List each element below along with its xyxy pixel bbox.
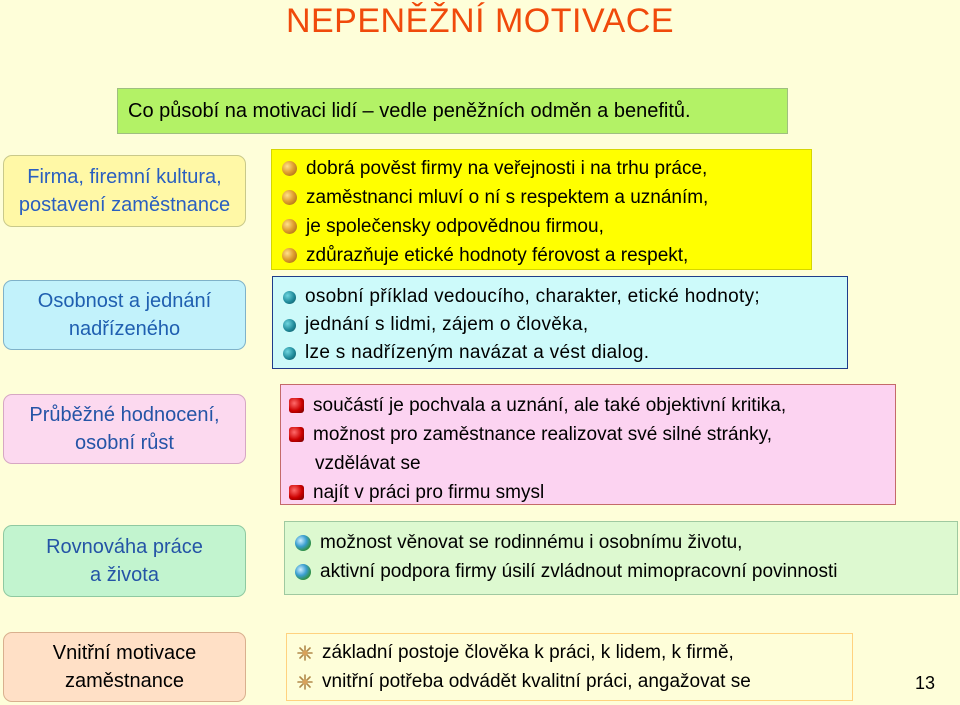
list-item-continuation: vzdělávat se — [315, 452, 421, 474]
list-item: aktivní podpora firmy úsilí zvládnout mimopracovní povinnosti — [295, 557, 957, 586]
teal-dot-icon — [283, 347, 296, 360]
category-evaluation-line2: osobní růst — [75, 432, 174, 454]
category-manager-line1: Osobnost a jednání — [37, 290, 212, 312]
list-item: zdůrazňuje etické hodnoty férovost a respekt, — [282, 241, 811, 270]
subtitle-banner: Co působí na motivaci lidí – vedle peněžních odměn a benefitů. — [117, 88, 788, 134]
list-item: lze s nadřízeným navázat a vést dialog. — [283, 339, 847, 367]
list-item: vnitřní potřeba odvádět kvalitní práci, angažovat se — [297, 667, 852, 696]
gold-sphere-icon — [282, 248, 297, 263]
list-item: zaměstnanci mluví o ní s respektem a uznáním, — [282, 183, 811, 212]
list-item: dobrá pověst firmy na veřejnosti i na trhu práce, — [282, 154, 811, 183]
teal-dot-icon — [283, 291, 296, 304]
page-title: NEPENĚŽNÍ MOTIVACE — [285, 2, 675, 40]
detail-evaluation-box — [280, 384, 896, 505]
category-culture-line2: postavení zaměstnance — [18, 194, 231, 216]
gold-sphere-icon — [282, 219, 297, 234]
category-balance-line1: Rovnováha práce — [46, 536, 203, 558]
globe-icon — [295, 535, 311, 551]
red-square-icon — [289, 427, 304, 442]
list-item: možnost věnovat se rodinnému i osobnímu životu, — [295, 528, 957, 557]
category-balance — [3, 525, 246, 597]
red-square-icon — [289, 485, 304, 500]
list-item: možnost pro zaměstnance realizovat své silné stránky, — [289, 420, 895, 449]
category-evaluation-line1: Průběžné hodnocení, — [29, 404, 220, 426]
list-item: je společensky odpovědnou firmou, — [282, 212, 811, 241]
teal-dot-icon — [283, 319, 296, 332]
red-square-icon — [289, 398, 304, 413]
list-item: osobní příklad vedoucího, charakter, etické hodnoty; — [283, 283, 847, 311]
detail-culture-box — [271, 149, 812, 270]
category-balance-line2: a života — [90, 564, 159, 586]
detail-manager-box — [272, 276, 848, 369]
globe-icon — [295, 564, 311, 580]
list-item: součástí je pochvala a uznání, ale také objektivní kritika, — [289, 391, 895, 420]
list-item: jednání s lidmi, zájem o člověka, — [283, 311, 847, 339]
category-inner-motivation — [3, 632, 246, 702]
category-inner-line2: zaměstnance — [65, 670, 184, 692]
category-culture — [3, 155, 246, 227]
starburst-icon — [297, 645, 313, 661]
list-item: najít v práci pro firmu smysl — [289, 478, 895, 507]
category-evaluation — [3, 394, 246, 464]
page-number: 13 — [914, 673, 936, 693]
category-culture-line1: Firma, firemní kultura, — [27, 166, 222, 188]
detail-balance-box — [284, 521, 958, 595]
detail-inner-box — [286, 633, 853, 701]
starburst-icon — [297, 674, 313, 690]
list-item: základní postoje člověka k práci, k lidem, k firmě, — [297, 638, 852, 667]
category-manager — [3, 280, 246, 350]
gold-sphere-icon — [282, 190, 297, 205]
category-inner-line1: Vnitřní motivace — [52, 642, 197, 664]
category-manager-line2: nadřízeného — [68, 318, 181, 340]
gold-sphere-icon — [282, 161, 297, 176]
